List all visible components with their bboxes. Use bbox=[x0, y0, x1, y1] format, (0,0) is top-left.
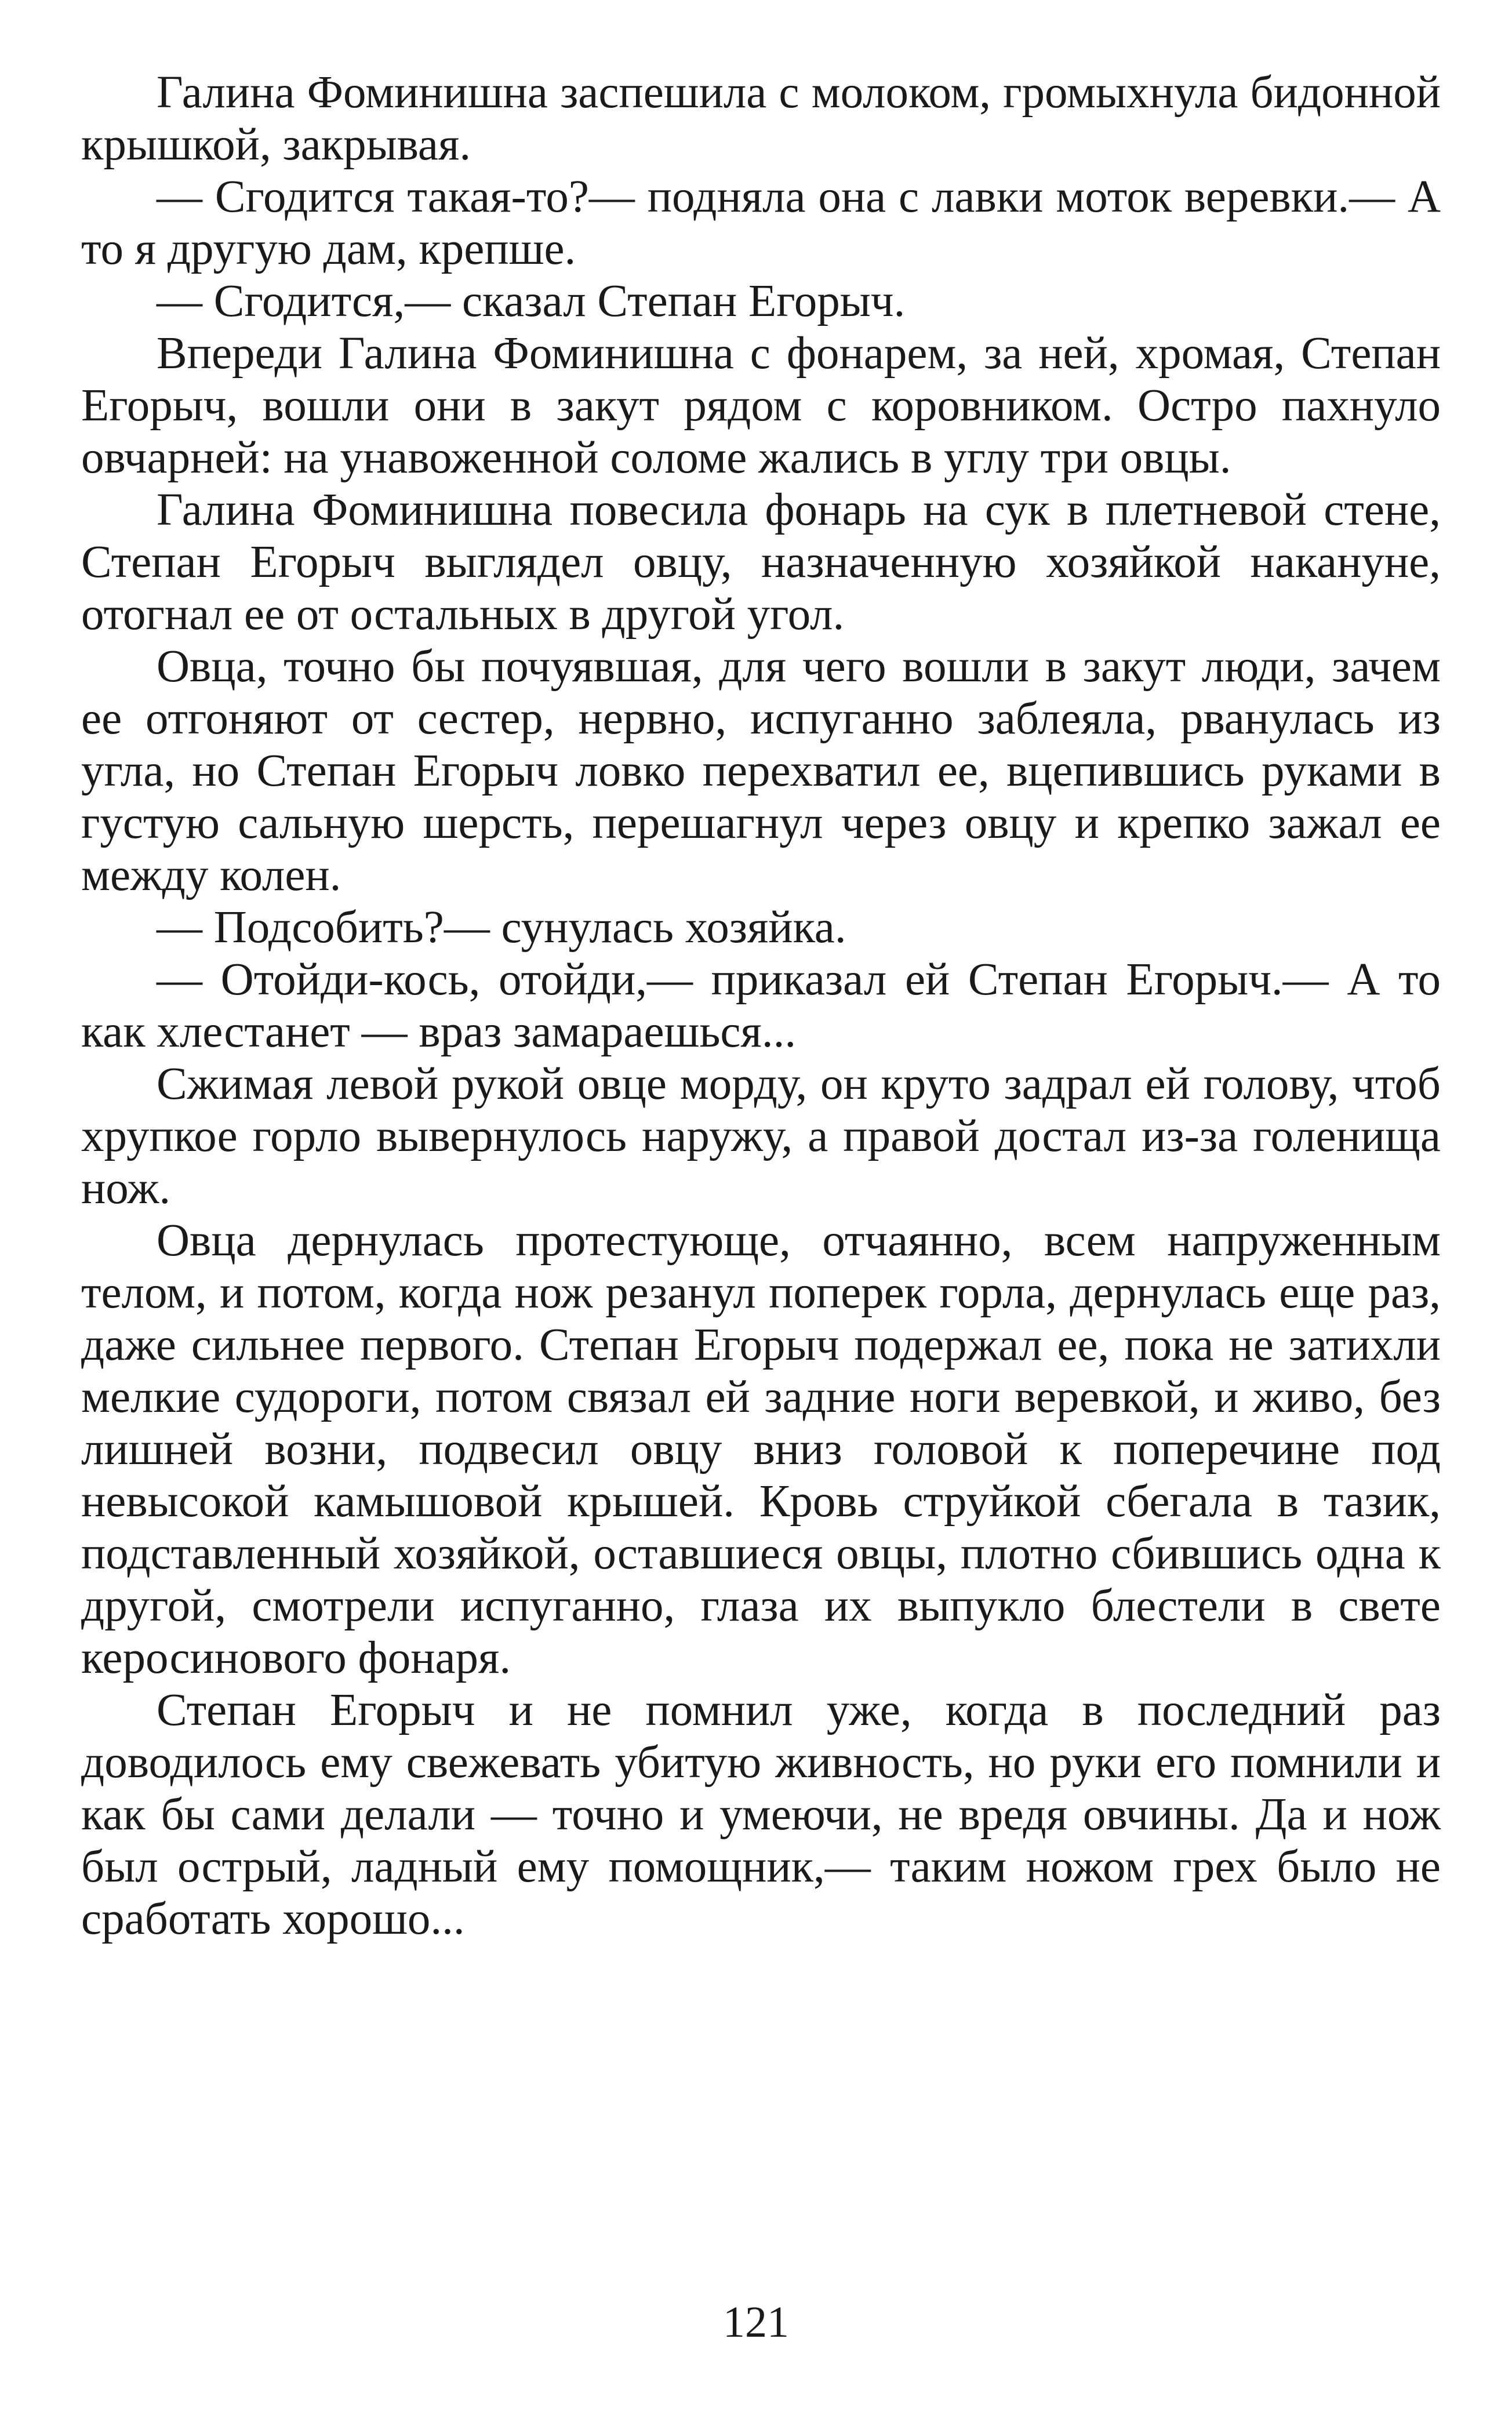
paragraph-7: — Подсобить?— сунулась хозяйка. bbox=[157, 902, 846, 953]
paragraph-4: Впереди Галина Фоминишна с фонарем, за ней, хромая, Степан Егорыч, вошли они в закут рядом с коровником. Остро пахнуло овчарней: на унавоженной соломе жались в углу три овцы. bbox=[81, 328, 1441, 483]
paragraph-5: Галина Фоминишна повесила фонарь на сук в плетневой стене, Степан Егорыч выглядел овцу, назначенную хозяйкой накануне, отогнал ее от остальных в другой угол. bbox=[81, 485, 1441, 640]
paragraph-9: Сжимая левой рукой овце морду, он круто задрал ей голову, чтоб хрупкое горло вывернулось наружу, а правой достал из-за голенища нож. bbox=[81, 1059, 1441, 1214]
page-number: 121 bbox=[723, 2298, 789, 2347]
paragraph-3: — Сгодится,— сказал Степан Егорыч. bbox=[157, 276, 906, 326]
paragraph-2: — Сгодится такая-то?— подняла она с лавки моток веревки.— А то я другую дам, крепше. bbox=[81, 172, 1441, 274]
paragraph-10: Овца дернулась протестующе, отчаянно, всем напруженным телом, и потом, когда нож резанул поперек горла, дернулась еще раз, даже сильнее первого. Степан Егорыч подержал ее, пока не затихли мелкие судороги, потом связал ей задние ноги веревкой, и живо, без лишней возни, подвесил овцу вниз головой к поперечине под невысокой камышовой крышей. Кровь струйкой сбегала в тазик, подставленный хозяйкой, оставшиеся овцы, плотно сбившись одна к другой, смотрели испуганно, глаза их выпукло блестели в свете керосинового фонаря. bbox=[81, 1215, 1441, 1683]
paragraph-1: Галина Фоминишна заспешила с молоком, громыхнула бидонной крышкой, закрывая. bbox=[81, 67, 1441, 170]
paragraph-11: Степан Егорыч и не помнил уже, когда в последний раз доводилось ему свежевать убитую живность, но руки его помнили и как бы сами делали — точно и умеючи, не вредя овчины. Да и нож был острый, ладный ему помощник,— таким ножом грех было не сработать хорошо... bbox=[81, 1685, 1441, 1944]
paragraph-6: Овца, точно бы почуявшая, для чего вошли в закут люди, зачем ее отгоняют от сестер, нервно, испуганно заблеяла, рванулась из угла, но Степан Егорыч ловко перехватил ее, вцепившись руками в густую сальную шерсть, перешагнул через овцу и крепко зажал ее между колен. bbox=[81, 641, 1441, 900]
paragraph-8: — Отойди-кось, отойди,— приказал ей Степан Егорыч.— А то как хлестанет — враз замараешься... bbox=[81, 954, 1441, 1057]
main-text bbox=[81, 67, 1441, 1945]
